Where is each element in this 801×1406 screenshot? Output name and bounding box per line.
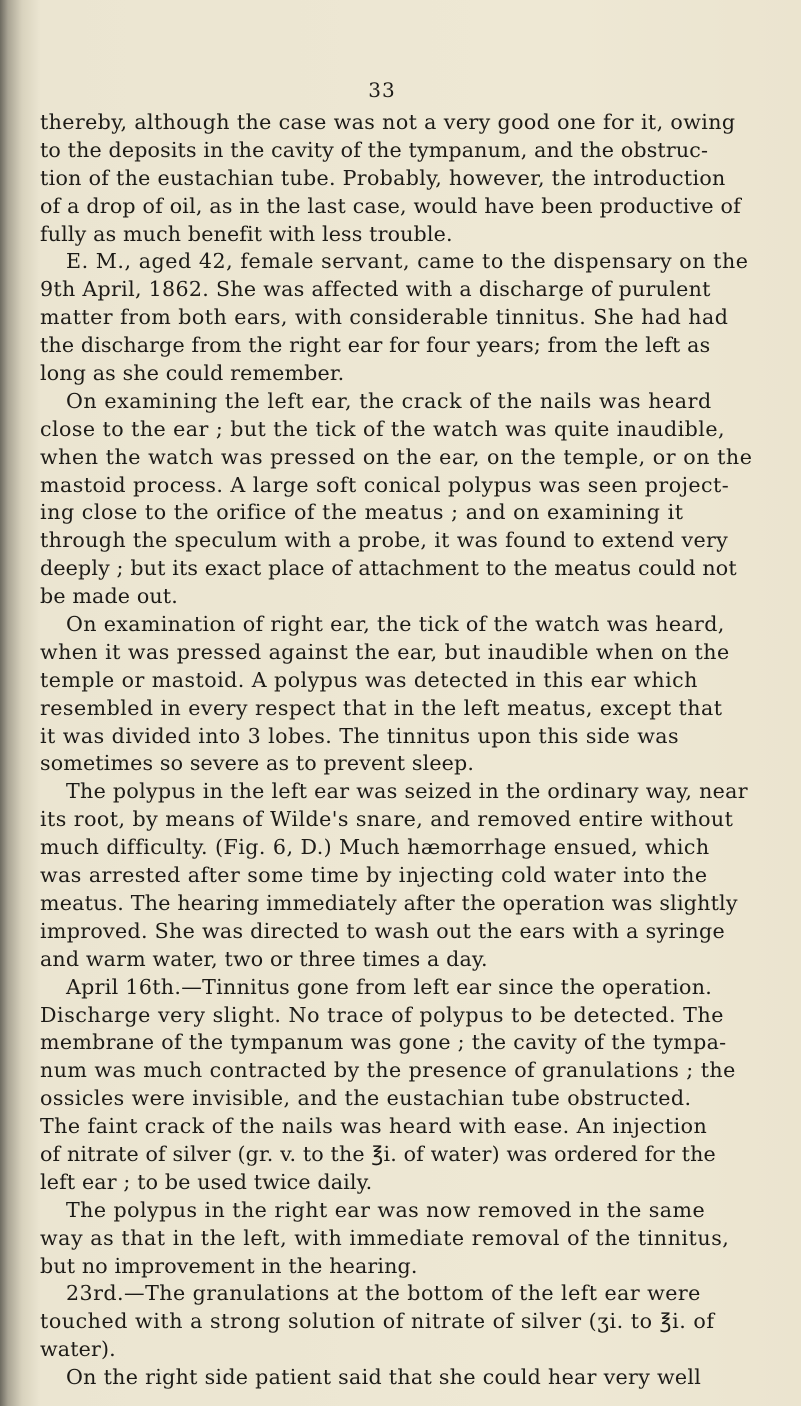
text-line: deeply ; but its exact place of attachment to the meatus could not	[40, 556, 737, 581]
text-line: way as that in the left, with immediate removal of the tinnitus,	[40, 1225, 730, 1250]
text-line: touched with a strong solution of nitrate of silver (ʒi. to ℥i. of	[40, 1309, 715, 1334]
text-line: On the right side patient said that she could hear very well	[66, 1365, 702, 1390]
text-line: On examining the left ear, the crack of the nails was heard	[66, 388, 712, 413]
text-line: close to the ear ; but the tick of the watch was quite inaudible,	[40, 416, 725, 441]
text-line: improved. She was directed to wash out the ears with a syringe	[40, 918, 725, 943]
text-line: left ear ; to be used twice daily.	[40, 1169, 373, 1194]
text-line: when it was pressed against the ear, but inaudible when on the	[40, 639, 730, 664]
page-number: 33	[368, 78, 396, 102]
text-line: tion of the eustachian tube. Probably, however, the introduction	[40, 165, 726, 190]
text-line: through the speculum with a probe, it was found to extend very	[40, 528, 729, 553]
text-line: 9th April, 1862. She was affected with a discharge of purulent	[40, 277, 711, 302]
text-line: be made out.	[40, 584, 178, 609]
text-line: 23rd.—The granulations at the bottom of the left ear were	[66, 1281, 701, 1306]
text-line: On examination of right ear, the tick of the watch was heard,	[66, 612, 725, 637]
text-line: water).	[40, 1337, 116, 1362]
text-line: num was much contracted by the presence of granulations ; the	[40, 1058, 736, 1083]
text-line: meatus. The hearing immediately after the operation was slightly	[40, 890, 738, 915]
text-line: its root, by means of Wilde's snare, and removed entire without	[40, 807, 734, 832]
text-line: the discharge from the right ear for four years; from the left as	[40, 333, 711, 358]
text-line: matter from both ears, with considerable tinnitus. She had had	[40, 305, 729, 330]
text-line: ing close to the orifice of the meatus ; and on examining it	[40, 500, 684, 525]
text-line: but no improvement in the hearing.	[40, 1253, 418, 1278]
text-line: sometimes so severe as to prevent sleep.	[40, 751, 475, 776]
text-line: of a drop of oil, as in the last case, would have been productive of	[40, 193, 741, 218]
text-line: membrane of the tympanum was gone ; the cavity of the tympa-	[40, 1030, 727, 1055]
text-line: much difficulty. (Fig. 6, D.) Much hæmorrhage ensued, which	[40, 835, 710, 860]
text-line: fully as much benefit with less trouble.	[40, 221, 453, 246]
text-line: thereby, although the case was not a very good one for it, owing	[40, 110, 736, 134]
text-line: mastoid process. A large soft conical polypus was seen project-	[40, 472, 730, 497]
text-line: April 16th.—Tinnitus gone from left ear since the operation.	[66, 974, 713, 999]
text-line: when the watch was pressed on the ear, on the temple, or on the	[40, 444, 753, 469]
text-line: to the deposits in the cavity of the tympanum, and the obstruc-	[40, 137, 709, 162]
text-line: Discharge very slight. No trace of polypus to be detected. The	[40, 1002, 724, 1027]
text-line: resembled in every respect that in the left meatus, except that	[40, 695, 723, 720]
body-text	[40, 109, 798, 1392]
text-line: long as she could remember.	[40, 361, 345, 386]
text-line: and warm water, two or three times a day.	[40, 946, 488, 971]
text-line: it was divided into 3 lobes. The tinnitus upon this side was	[40, 723, 680, 748]
text-line: The polypus in the left ear was seized in the ordinary way, near	[66, 779, 748, 804]
text-line: was arrested after some time by injecting cold water into the	[40, 863, 708, 888]
text-line: temple or mastoid. A polypus was detected in this ear which	[40, 667, 698, 692]
text-line: ossicles were invisible, and the eustachian tube obstructed.	[40, 1086, 692, 1111]
text-line: The polypus in the right ear was now removed in the same	[66, 1197, 706, 1222]
text-line: E. M., aged 42, female servant, came to the dispensary on the	[66, 249, 749, 274]
text-line: of nitrate of silver (gr. v. to the ℥i. of water) was ordered for the	[40, 1141, 716, 1166]
text-line: The faint crack of the nails was heard with ease. An injection	[40, 1114, 708, 1139]
